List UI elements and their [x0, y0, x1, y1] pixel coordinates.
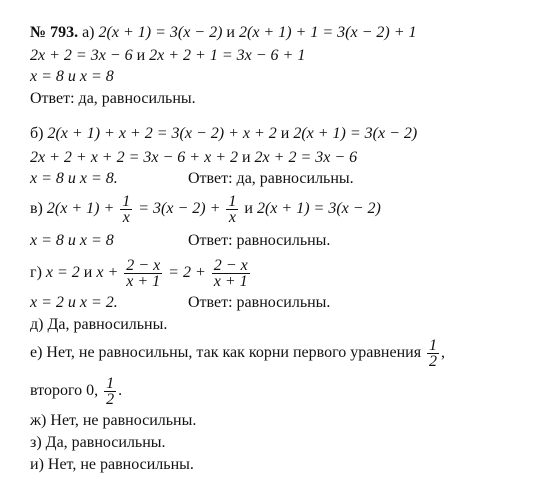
part-a-step1-left: 2x + 2 = 3x − 6 — [30, 47, 133, 64]
part-g-eq1: x = 2 — [45, 264, 80, 282]
part-b-roots: x = 8 и x = 8. — [30, 170, 118, 187]
part-b-step1-and: и — [241, 149, 251, 166]
part-e-text: е) Нет, не равносильны, так как корни первого уравнения — [30, 344, 422, 362]
part-g-eq2-start: x + — [96, 264, 119, 282]
part-g-roots: x = 2 и x = 2. — [30, 294, 118, 311]
part-v-frac1-den: x — [120, 209, 132, 225]
part-v-roots: x = 8 и x = 8 — [30, 232, 114, 249]
part-b-eq2: 2(x + 1) = 3(x − 2) — [293, 125, 418, 142]
part-a-eq1: 2(x + 1) = 3(x − 2) — [98, 24, 223, 41]
part-e-period: . — [118, 382, 123, 400]
part-g-frac1-den: x + 1 — [126, 273, 161, 290]
part-g-eq2-mid: = 2 + — [168, 264, 206, 282]
part-e-line1 — [30, 338, 445, 369]
part-v-label: в) — [30, 200, 43, 218]
part-e-fraction-1 — [427, 338, 439, 369]
part-v-equations — [30, 194, 381, 225]
part-a-and: и — [226, 24, 235, 41]
part-g-and: и — [83, 264, 93, 282]
part-e-frac2-den: 2 — [106, 391, 115, 408]
part-g-equations — [30, 258, 252, 289]
part-e-fraction-2 — [104, 376, 116, 407]
part-a-label: а) — [82, 24, 95, 41]
part-g-fraction-2 — [212, 258, 250, 289]
part-e-line2 — [30, 376, 122, 407]
part-b-label: б) — [30, 125, 44, 142]
part-v-and: и — [244, 200, 253, 218]
part-v-frac2-den: x — [226, 209, 238, 225]
part-a-answer: Ответ: да, равносильны. — [30, 90, 196, 107]
part-g-frac2-num: 2 − x — [213, 257, 248, 274]
part-a-step1-and: и — [136, 47, 146, 64]
part-b-eq1: 2(x + 1) + x + 2 = 3(x − 2) + x + 2 — [47, 125, 277, 142]
part-b-and: и — [280, 125, 290, 142]
part-v-fraction-1 — [120, 194, 132, 225]
part-a-step1-right: 2x + 2 + 1 = 3x − 6 + 1 — [149, 47, 306, 64]
part-v-eq1-mid: = 3(x − 2) + — [138, 200, 221, 218]
part-e-frac1-den: 2 — [429, 353, 438, 370]
part-d: д) Да, равносильны. — [30, 316, 168, 333]
part-a-roots: x = 8 и x = 8 — [30, 68, 114, 85]
part-b-step1-left: 2x + 2 + x + 2 = 3x − 6 + x + 2 — [30, 149, 238, 166]
part-i: и) Нет, не равносильны. — [30, 456, 194, 473]
part-g-label: г) — [30, 264, 42, 282]
part-b-equations — [30, 125, 417, 143]
part-v-frac2-num: 1 — [228, 193, 237, 210]
part-b-answer: Ответ: да, равносильны. — [188, 170, 354, 187]
part-z: з) Да, равносильны. — [30, 434, 166, 451]
part-g-frac2-den: x + 1 — [213, 273, 248, 290]
part-b-step1-right: 2x + 2 = 3x − 6 — [254, 149, 358, 166]
part-g-frac1-num: 2 − x — [126, 257, 161, 274]
part-zh: ж) Нет, не равносильны. — [30, 412, 197, 429]
part-a-equations — [30, 24, 416, 42]
part-v-answer: Ответ: равносильны. — [188, 232, 331, 249]
part-a-eq2: 2(x + 1) + 1 = 3(x − 2) + 1 — [238, 24, 417, 41]
part-e-frac2-num: 1 — [106, 375, 115, 392]
part-v-eq2: 2(x + 1) = 3(x − 2) — [256, 200, 381, 218]
part-a-step1 — [30, 47, 305, 65]
part-g-fraction-1 — [124, 258, 162, 289]
part-e-second: второго 0, — [30, 382, 99, 400]
part-b-step1 — [30, 149, 357, 167]
part-e-frac1-num: 1 — [429, 337, 438, 354]
part-g-answer: Ответ: равносильны. — [188, 294, 331, 311]
part-v-frac1-num: 1 — [122, 193, 131, 210]
part-v-eq1-start: 2(x + 1) + — [46, 200, 115, 218]
part-v-fraction-2 — [226, 194, 238, 225]
task-number: № 793. — [30, 24, 79, 41]
part-e-comma: , — [441, 344, 446, 362]
